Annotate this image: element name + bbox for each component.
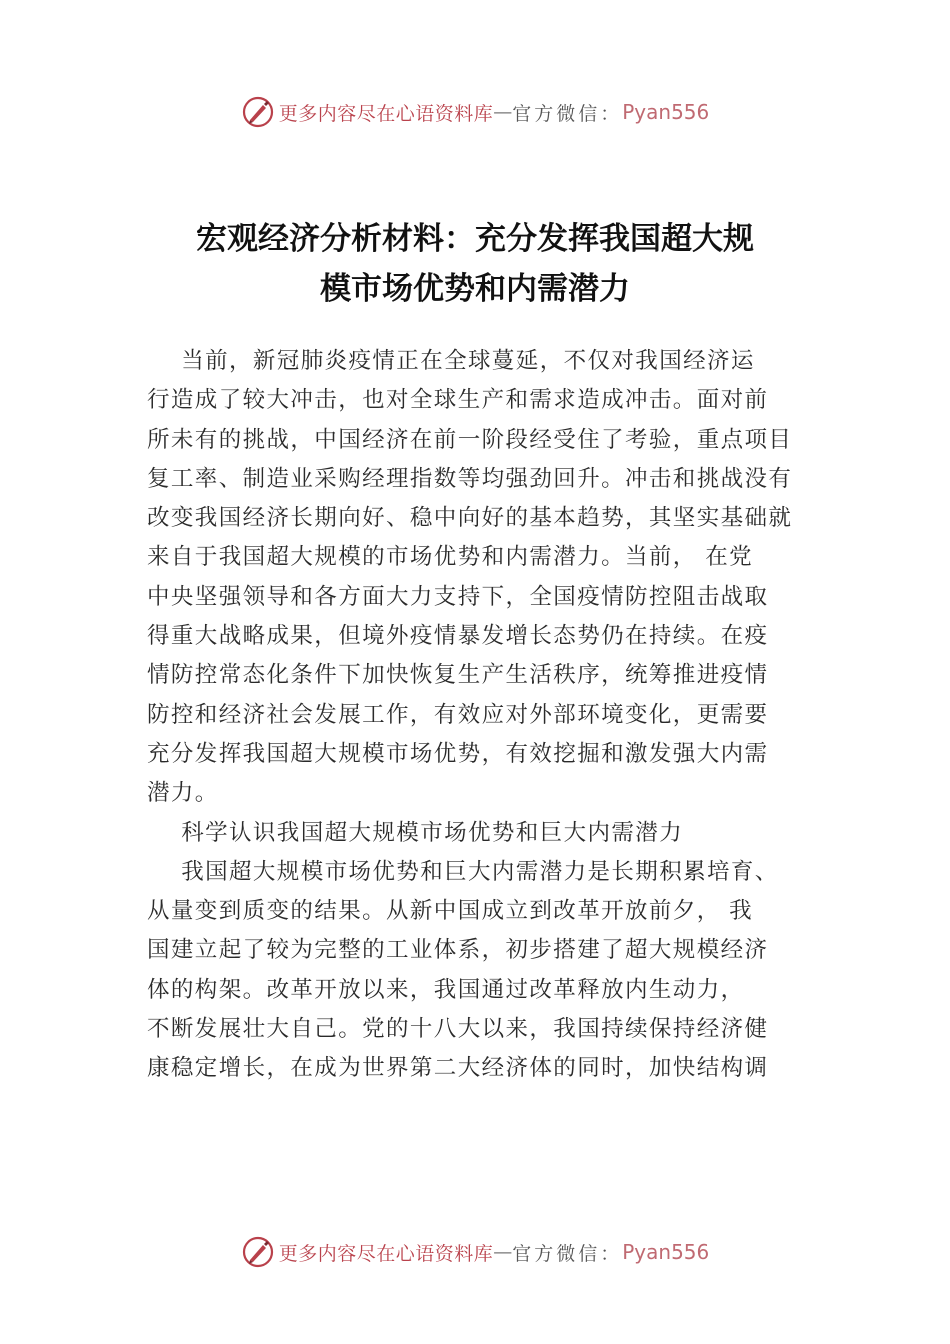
body-line: 行造成了较大冲击，也对全球生产和需求造成冲击。面对前 xyxy=(147,387,769,414)
body-line: 国建立起了较为完整的工业体系，初步搭建了超大规模经济 xyxy=(147,937,769,964)
banner-prefix: 更多内容尽在心语资料库 xyxy=(278,102,494,125)
banner-dash: — xyxy=(493,1241,513,1263)
body-line: 得重大战略成果，但境外疫情暴发增长态势仍在持续。在疫 xyxy=(147,623,769,650)
body-line: 复工率、制造业采购经理指数等均强劲回升。冲击和挑战没有 xyxy=(147,465,793,492)
body-line: 从量变到质变的结果。从新中国成立到改革开放前夕， 我 xyxy=(147,898,754,925)
document-body xyxy=(147,342,827,1089)
banner-wechat-label: 官方微信： xyxy=(512,102,623,125)
body-line: 不断发展壮大自己。党的十八大以来，我国持续保持经济健 xyxy=(147,1016,769,1043)
body-line: 我国超大规模市场优势和巨大内需潜力是长期积累培育、 xyxy=(147,858,779,885)
body-line: 所未有的挑战，中国经济在前一阶段经受住了考验，重点项目 xyxy=(147,426,793,453)
body-line: 体的构架。改革开放以来，我国通过改革释放内生动力， xyxy=(147,976,745,1003)
body-line: 来自于我国超大规模的市场优势和内需潜力。当前， 在党 xyxy=(147,544,754,571)
body-line: 改变我国经济长期向好、稳中向好的基本趋势，其坚实基础就 xyxy=(147,505,793,532)
pen-logo-icon xyxy=(241,95,275,129)
pen-logo-icon xyxy=(241,1235,275,1269)
banner-wechat-label: 官方微信： xyxy=(512,1242,623,1265)
body-line: 中央坚强领导和各方面大力支持下，全国疫情防控阻击战取 xyxy=(147,583,769,610)
body-line: 防控和经济社会发展工作，有效应对外部环境变化，更需要 xyxy=(147,701,769,728)
body-line: 潜力。 xyxy=(147,780,219,807)
title-line-1: 宏观经济分析材料：充分发挥我国超大规 xyxy=(196,221,754,257)
title-line-2: 模市场优势和内需潜力 xyxy=(320,271,630,307)
header-banner xyxy=(0,92,950,132)
body-line: 康稳定增长，在成为世界第二大经济体的同时，加快结构调 xyxy=(147,1055,769,1082)
banner-wechat-id: Pyan556 xyxy=(622,100,710,124)
section-heading: 科学认识我国超大规模市场优势和巨大内需潜力 xyxy=(147,819,684,846)
footer-banner xyxy=(0,1232,950,1272)
body-line: 充分发挥我国超大规模市场优势，有效挖掘和激发强大内需 xyxy=(147,740,769,767)
banner-prefix: 更多内容尽在心语资料库 xyxy=(278,1242,494,1265)
banner-dash: — xyxy=(493,101,513,123)
body-line: 当前，新冠肺炎疫情正在全球蔓延，不仅对我国经济运 xyxy=(147,348,755,374)
body-line: 情防控常态化条件下加快恢复生产生活秩序，统筹推进疫情 xyxy=(147,662,769,689)
document-title xyxy=(120,214,830,314)
banner-wechat-id: Pyan556 xyxy=(622,1240,710,1264)
